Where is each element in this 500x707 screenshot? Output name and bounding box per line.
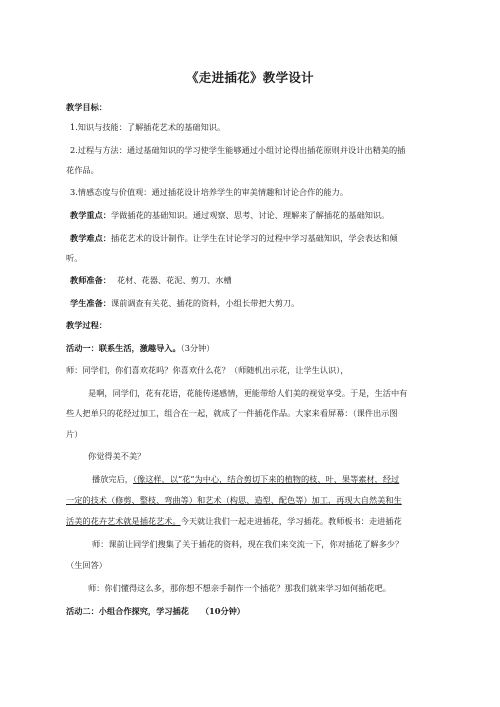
student-prep [70,298,299,309]
goal-2-line-1: 2.过程与方法：通过基础知识的学习使学生能够通过小组讨论得出插花原则并设计出精美的插 [70,145,406,155]
activity-1-title: 活动一：联系生活，激趣导入。 [66,343,181,353]
process-heading: 教学过程： [66,320,107,330]
activity-2-title: 活动二：小组合作探究，学习插花 [66,606,189,616]
paragraph-2-line-3: 片） [66,429,83,439]
goal-2-line-2: 花作品。 [66,165,99,175]
student-prep-label: 学生准备： [70,298,111,308]
goals-heading: 教学目标： [66,102,107,112]
key-point-text: 学做插花的基础知识。通过观察、思考、讨论、理解来了解插花的基础知识。 [110,210,390,220]
difficult-point [70,233,398,244]
paragraph-6: 师：你们懂得这么多，那你想不想亲手制作一个插花？那我们就来学习如何插花吧。 [88,583,391,593]
paragraph-5-line-1: 师：课前让同学们搜集了关于插花的资料，现在我们来交流一下，你对插花了解多少？ [92,539,404,549]
key-point-label: 教学重点： [70,210,111,220]
paragraph-4-rest: 今天就让我们一起走进插花，学习插花。教师板书：走进插花 [180,516,402,526]
paragraph-4-lead: 播放完后， [92,474,133,484]
paragraph-4-underlined-1: （像这样，以“花”为中心，结合剪切下来的植物的枝、叶、果等素材，经过 [132,474,400,484]
paragraph-4-underlined-3: 活美的花卉艺术就是插花艺术。 [66,516,181,526]
paragraph-4-line-1 [92,474,399,485]
key-point [70,210,389,221]
difficult-point-text: 插花艺术的设计制作。让学生在讨论学习的过程中学习基础知识，学会表达和倾 [110,233,398,243]
paragraph-3: 你觉得美不美？ [88,451,146,461]
paragraph-1: 师：同学们，你们喜欢花吗？你喜欢什么花？（师随机出示花，让学生认识）， [66,365,349,375]
paragraph-2-line-1: 是啊，同学们，花有花语，花能传递感情，更能带给人们美的视觉享受。于是，生活中有 [88,388,408,398]
teacher-prep-label: 教师准备： [70,275,111,285]
goal-3: 3.情感态度与价值观：通过插花设计培养学生的审美情趣和讨论合作的能力。 [70,187,349,197]
paragraph-5-line-2: （生回答） [66,560,107,570]
paragraph-2-line-2: 些人把单只的花经过加工，组合在一起，就成了一件插花作品。大家来看屏幕：（课件出示图 [66,408,398,418]
paragraph-4-line-3 [66,516,402,527]
activity-1-time: （3分钟） [180,343,215,353]
page-title: 《走进插花》教学设计 [185,70,314,85]
activity-2-time: （10分钟） [200,606,245,616]
activity-1-heading [66,343,215,354]
difficult-point-label: 教学难点： [70,233,111,243]
activity-2-heading [66,606,245,617]
teacher-prep-text: 花材、花器、花泥、剪刀、水槽 [116,275,232,285]
paragraph-4-line-2: 一定的技术（修剪、整枝、弯曲等）和艺术（构思、造型、配色等）加工，再现大自然美和生 [66,495,402,505]
difficult-point-line-2: 听。 [66,253,83,263]
goal-1: 1.知识与技能：了解插花艺术的基础知识。 [70,122,226,132]
student-prep-text: 课前调查有关花、插花的资料，小组长带把大剪刀。 [110,298,300,308]
teacher-prep [70,275,232,286]
